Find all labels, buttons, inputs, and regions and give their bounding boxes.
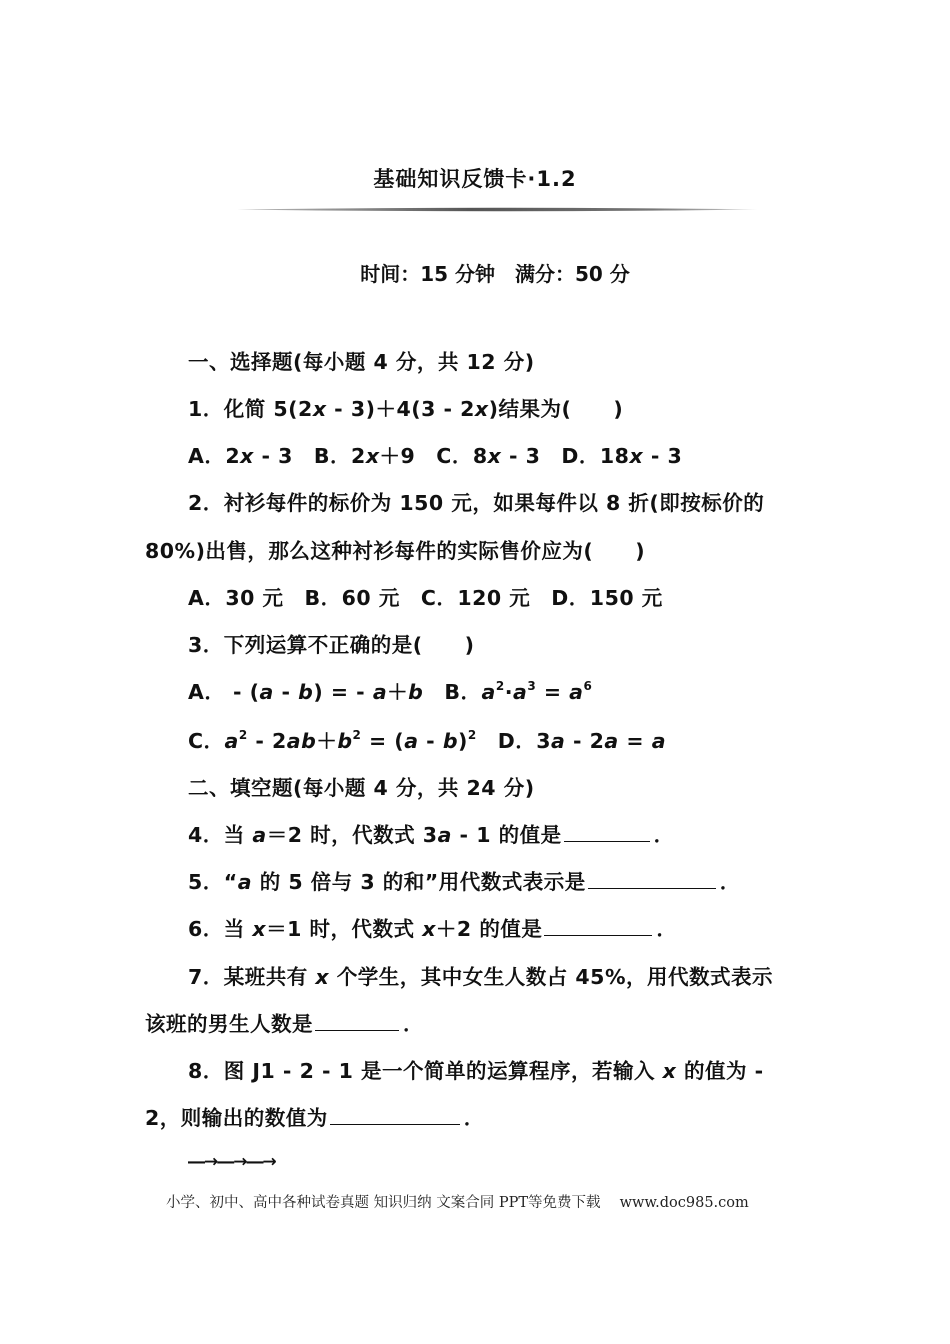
answer-blank	[330, 1123, 460, 1125]
question-2-line-2: 80%)出售，那么这种衬衫每件的实际售价应为( )	[145, 539, 646, 563]
answer-blank	[315, 1029, 399, 1031]
flowchart-arrows: ―→―→―→	[188, 1152, 276, 1172]
section-heading-choice: 一、选择题(每小题 4 分，共 12 分)	[188, 350, 535, 374]
footer-watermark: 小学、初中、高中各种试卷真题 知识归纳 文案合同 PPT等免费下载 www.doc985.com	[166, 1195, 749, 1211]
question-3-options-cd: C．$a^2 - 2ab+b^2 = (a - b)^2$ D．3a - 2a = a	[188, 728, 667, 753]
page-title: 基础知识反馈卡·1.2	[373, 167, 577, 191]
question-3-options-ab: A． - (a - b) = - a＋b B．$a^2\cdot a^3 = a^6$	[188, 679, 593, 704]
question-7-line-1: 7．某班共有 x 个学生，其中女生人数占 45%，用代数式表示	[188, 965, 773, 989]
question-1-options: A．2x - 3 B．2x＋9 C．8x - 3 D．18x - 3	[188, 444, 683, 468]
title-divider	[237, 206, 757, 213]
answer-blank	[588, 887, 716, 889]
question-3: 3．下列运算不正确的是( )	[188, 633, 475, 657]
question-2-options: A．30 元 B．60 元 C．120 元 D．150 元	[188, 586, 663, 610]
question-8-line-2: 2，则输出的数值为 ．	[145, 1106, 485, 1130]
answer-blank	[564, 840, 650, 842]
question-4: 4．当 a＝2 时，代数式 3a - 1 的值是 ．	[188, 823, 675, 847]
answer-blank	[544, 934, 652, 936]
time-and-score: 时间：15 分钟 满分：50 分	[360, 262, 630, 286]
question-5: 5．“a 的 5 倍与 3 的和”用代数式表示是 ．	[188, 870, 741, 894]
section-heading-fill: 二、填空题(每小题 4 分，共 24 分)	[188, 776, 535, 800]
question-7-line-2: 该班的男生人数是 ．	[145, 1012, 424, 1036]
question-8-line-1: 8．图 J1 - 2 - 1 是一个简单的运算程序，若输入 x 的值为 -	[188, 1059, 764, 1083]
question-1: 1．化简 5(2x - 3)＋4(3 - 2x)结果为( )	[188, 397, 624, 421]
question-6: 6．当 x＝1 时，代数式 x＋2 的值是 ．	[188, 917, 678, 941]
question-2-line-1: 2．衬衫每件的标价为 150 元，如果每件以 8 折(即按标价的	[188, 491, 765, 515]
